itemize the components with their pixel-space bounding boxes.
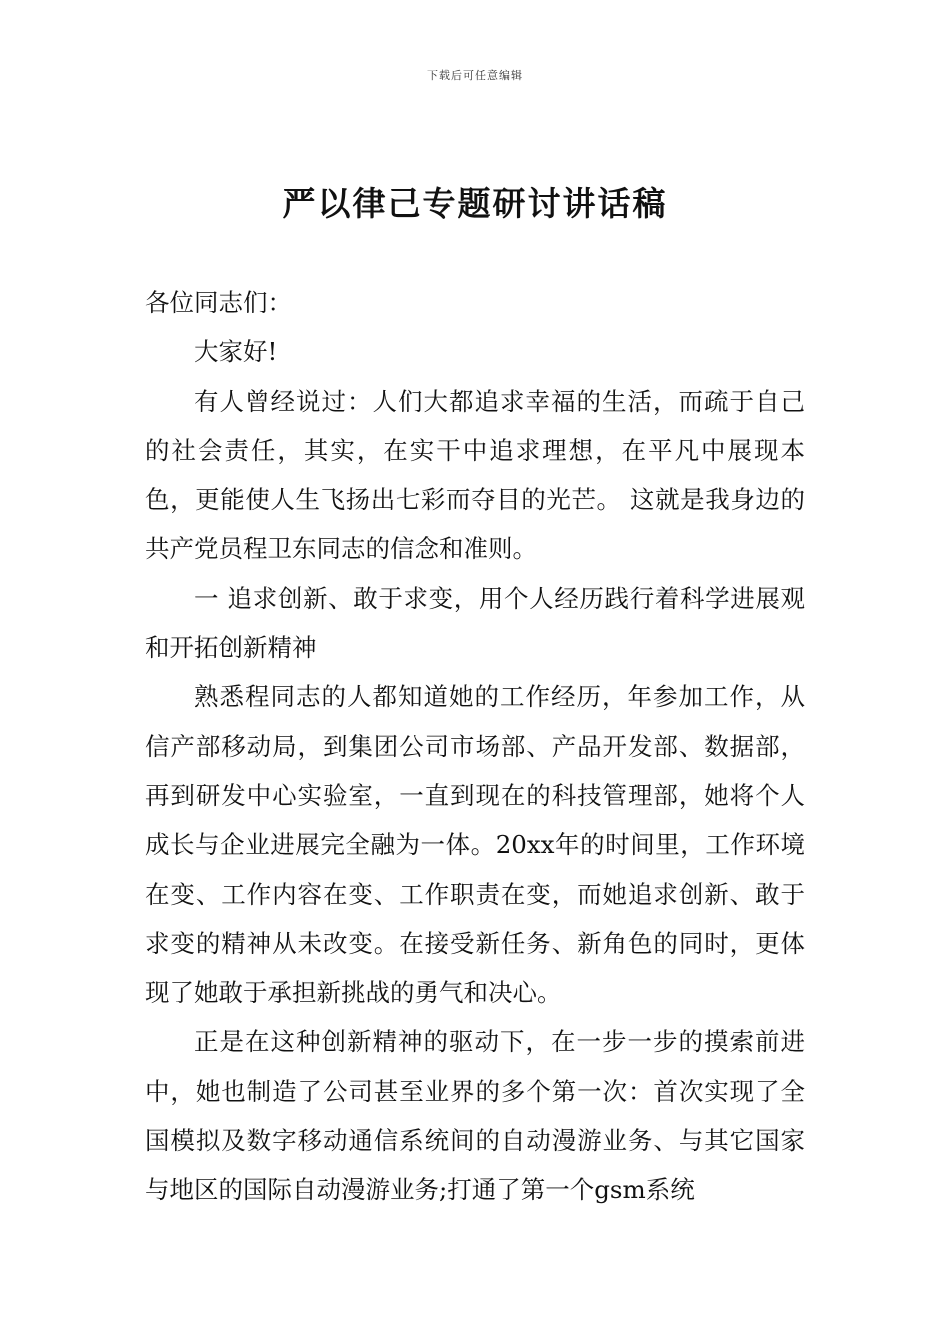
paragraph-intro: 有人曾经说过：人们大都追求幸福的生活，而疏于自己的社会责任，其实，在实干中追求理想，在平凡中展现本色，更能使人生飞扬出七彩而夺目的光芒。 这就是我身边的共产党员程卫东同志的信念和准则。 [145, 386, 805, 564]
salutation: 各位同志们： [145, 288, 292, 317]
section-heading-1: 一 追求创新、敢于求变，用个人经历践行着科学进展观和开拓创新精神 [145, 583, 805, 663]
paragraph-innovation: 正是在这种创新精神的驱动下，在一步一步的摸索前进中，她也制造了公司甚至业界的多个第一次：首次实现了全国模拟及数字移动通信系统间的自动漫游业务、与其它国家与地区的国际自动漫游业务;打通了第一个gsm系统 [145, 1027, 805, 1205]
document-body [145, 278, 805, 1215]
paragraph-greeting: 大家好! [194, 337, 278, 367]
paragraph-career: 熟悉程同志的人都知道她的工作经历，年参加工作，从信产部移动局，到集团公司市场部、产品开发部、数据部，再到研发中心实验室，一直到现在的科技管理部，她将个人成长与企业进展完全融为一体。20xx年的时间里，工作环境在变、工作内容在变、工作职责在变，而她追求创新、敢于求变的精神从未改变。在接受新任务、新角色的同时，更体现了她敢于承担新挑战的勇气和决心。 [145, 682, 805, 1008]
header-note: 下载后可任意编辑 [427, 69, 523, 82]
document-title: 严以律己专题研讨讲话稿 [282, 184, 668, 223]
